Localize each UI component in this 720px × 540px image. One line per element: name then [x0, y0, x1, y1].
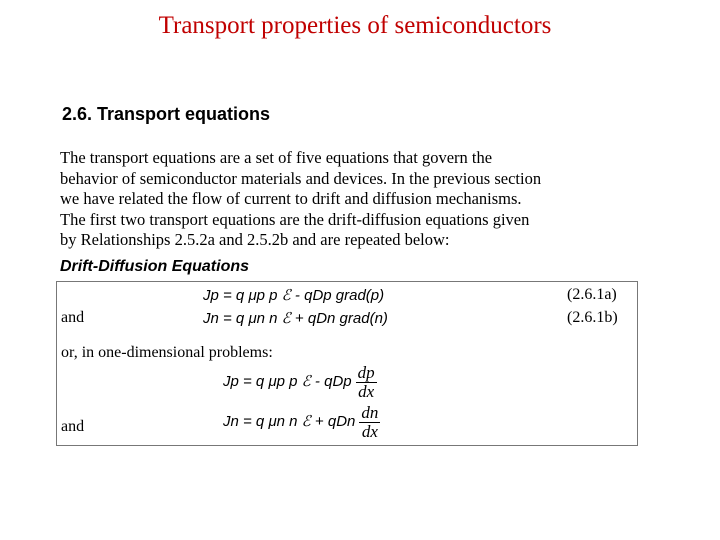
paragraph-line: we have related the flow of current to drift and diffusion mechanisms.	[60, 189, 522, 208]
derivative-dn-dx	[359, 404, 380, 441]
paragraph-line: The transport equations are a set of five equations that govern the	[60, 148, 493, 167]
paragraph-line: by Relationships 2.5.2a and 2.5.2b and are repeated below:	[60, 230, 450, 249]
paragraph-line: behavior of semiconductor materials and devices. In the previous section	[60, 168, 542, 188]
derivative-denominator: dx	[358, 382, 375, 401]
and-label: and	[61, 418, 85, 435]
equation-2-6-1a: Jp = q μp p ℰ - qDp grad(p)	[203, 287, 385, 304]
derivative-numerator: dn	[361, 403, 379, 422]
derivative-dp-dx	[356, 364, 377, 401]
equation-1d-holes-body: Jp = q μp p ℰ - qDp	[223, 373, 352, 391]
body-paragraph	[60, 148, 632, 251]
equation-1d-electrons-body: Jn = q μn n ℰ + qDn	[223, 413, 356, 431]
one-dimensional-label: or, in one-dimensional problems:	[61, 344, 273, 361]
paragraph-line: The first two transport equations are the drift-diffusion equations given	[60, 209, 530, 229]
equation-1d-holes	[223, 364, 377, 401]
derivative-numerator: dp	[357, 363, 375, 382]
derivative-denominator: dx	[361, 422, 378, 441]
equation-number: (2.6.1b)	[567, 309, 618, 326]
equation-number: (2.6.1a)	[567, 286, 617, 303]
section-heading: 2.6. Transport equations	[62, 104, 271, 124]
equation-2-6-1b: Jn = q μn n ℰ + qDn grad(n)	[203, 310, 388, 327]
equations-box-heading: Drift-Diffusion Equations	[60, 258, 250, 275]
slide-title: Transport properties of semiconductors	[158, 12, 552, 39]
equations-box	[56, 281, 638, 446]
equation-1d-electrons	[223, 404, 380, 441]
and-label: and	[61, 309, 85, 326]
